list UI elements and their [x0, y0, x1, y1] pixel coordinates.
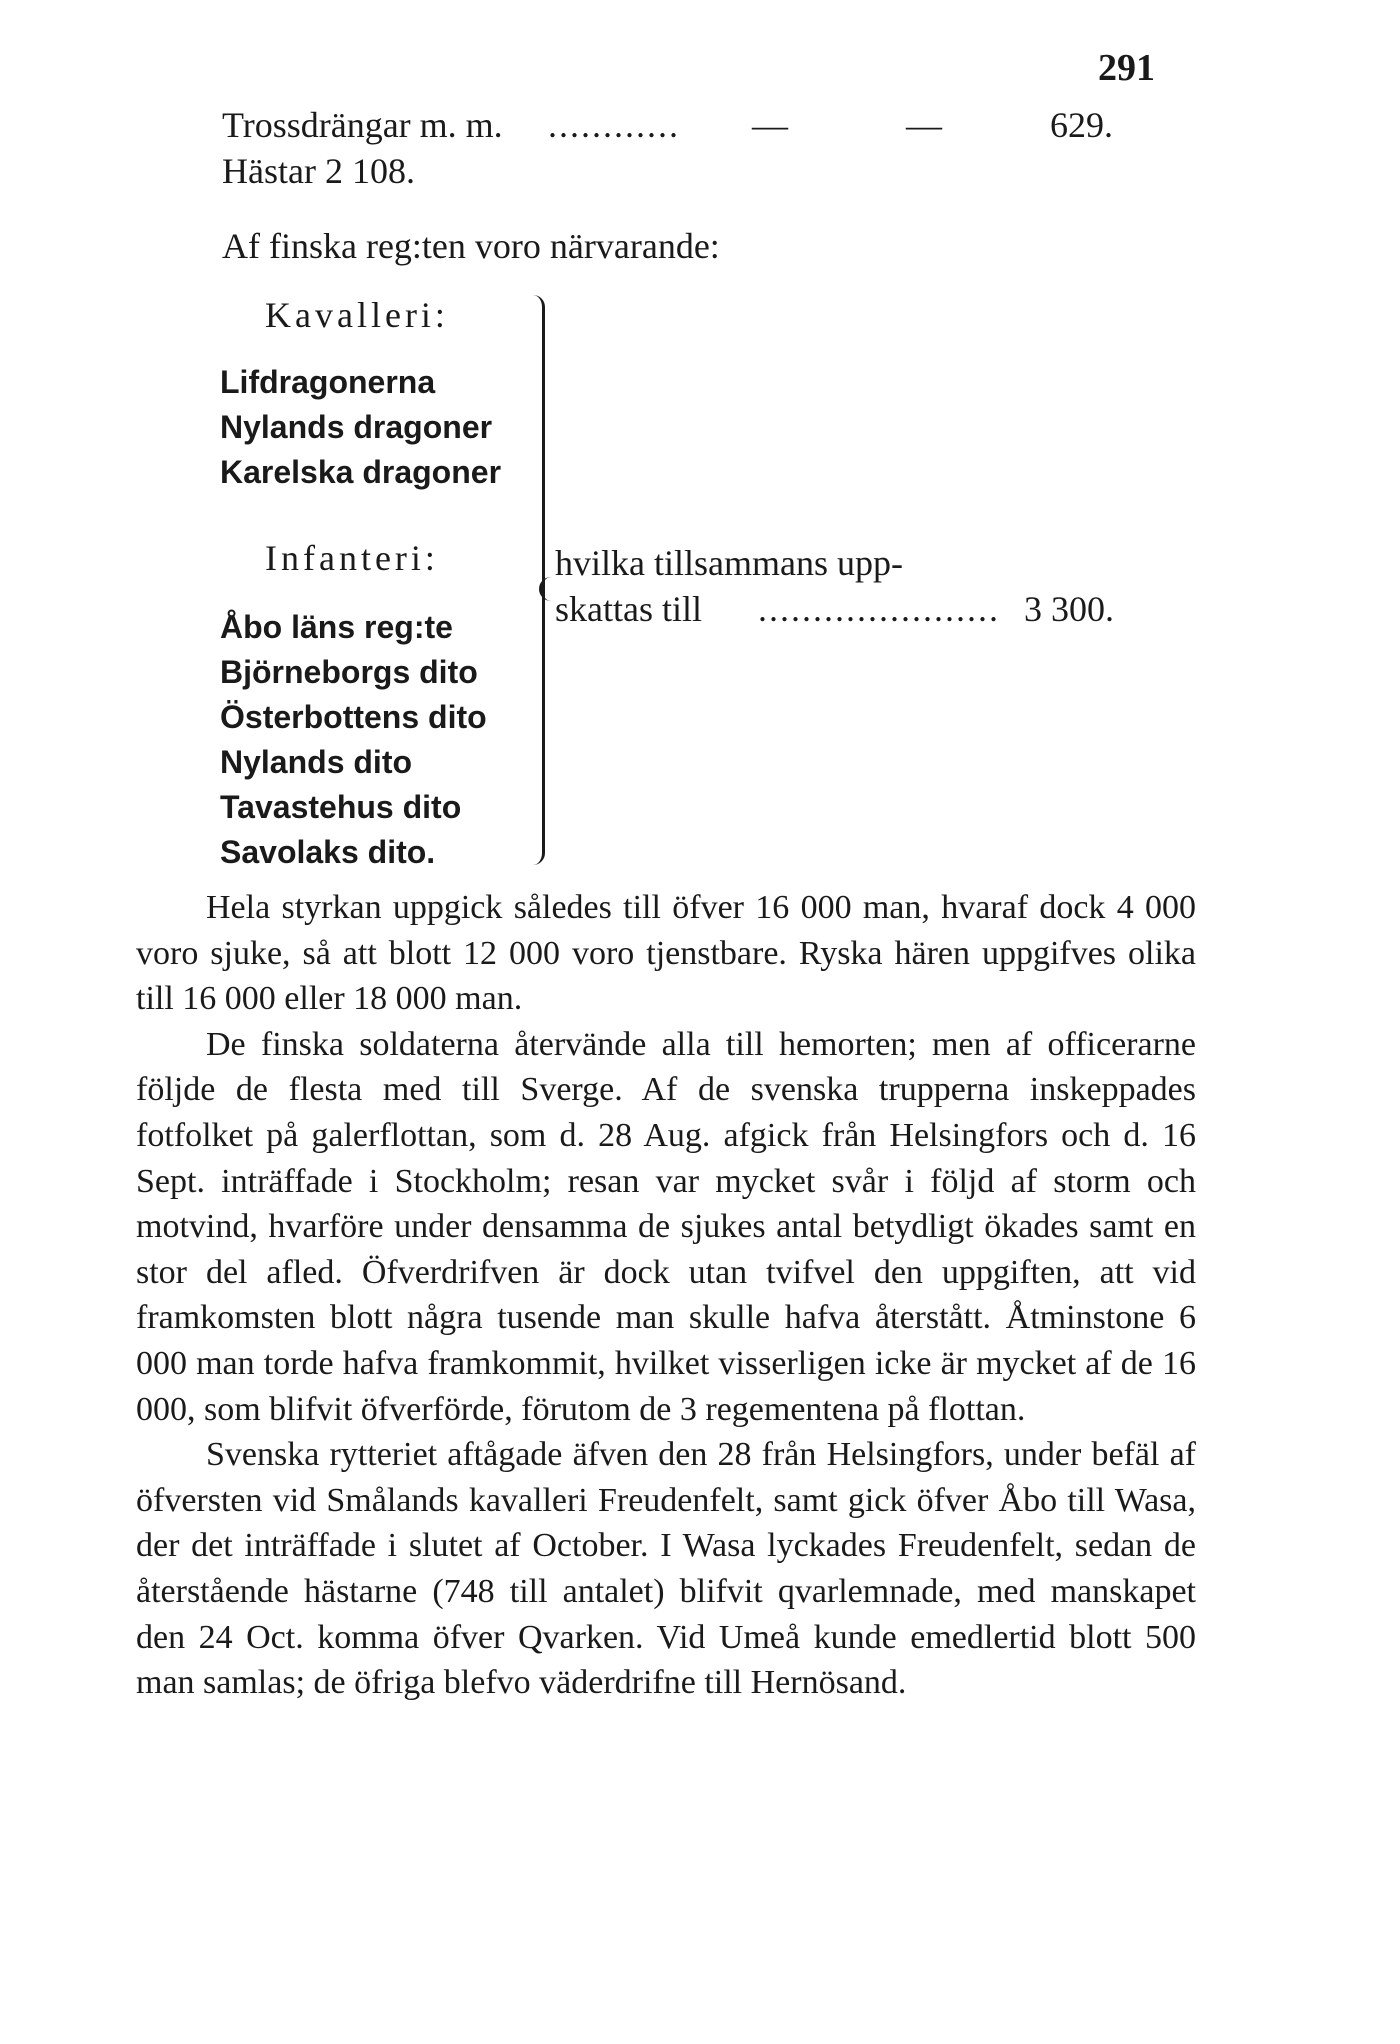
infanteri-heading: Infanteri: — [265, 538, 439, 578]
page-number: 291 — [1098, 47, 1155, 89]
infanteri-unit: Tavastehus dito — [220, 789, 462, 825]
trossdrangar-dash-2: — — [906, 105, 942, 145]
infanteri-unit: Björneborgs dito — [220, 654, 478, 690]
summary-value: 3 300. — [1024, 589, 1114, 629]
kavalleri-unit: Nylands dragoner — [220, 409, 493, 445]
kavalleri-heading: Kavalleri: — [265, 295, 449, 335]
summary-line-1: hvilka tillsammans upp- — [555, 543, 903, 583]
kavalleri-unit: Lifdragonerna — [220, 364, 436, 400]
trossdrangar-dots: ............ — [548, 105, 680, 145]
trossdrangar-value: 629. — [1050, 105, 1113, 145]
kavalleri-list — [220, 360, 501, 495]
kavalleri-unit: Karelska dragoner — [220, 454, 502, 490]
infanteri-list — [220, 605, 487, 875]
summary-dots: ...................... — [758, 589, 1000, 629]
summary-line-2: skattas till — [555, 589, 702, 629]
infanteri-unit: Savolaks dito. — [220, 834, 436, 870]
trossdrangar-label: Trossdrängar m. m. — [222, 105, 503, 145]
body-text — [136, 885, 1196, 1706]
infanteri-unit: Österbottens dito — [220, 699, 487, 735]
intro-line: Af finska reg:ten voro närvarande: — [222, 226, 720, 266]
paragraph: Svenska rytteriet aftågade äfven den 28 från Helsingfors, under befäl af öfversten vid Smålands kavalleri Freudenfelt, samt gick öfver Åbo till Wasa, der det inträffade i slutet af October. I Wasa lyckades Freudenfelt, sedan de återstående hästarne (748 till antalet) blifvit qvarlemnade, med manskapet den 24 Oct. komma öfver Qvarken. Vid Umeå kunde emedlertid blott 500 man samlas; de öfriga blefvo väderdrifne till Hernösand. — [136, 1436, 1196, 1702]
paragraph: De finska soldaterna återvände alla till hemorten; men af officerarne följde de flesta med till Sverge. Af de svenska trupperna inskeppades fotfolket på galerflottan, som d. 28 Aug. afgick från Helsingfors och d. 16 Sept. inträffade i Stockholm; resan var mycket svår i följd af storm och motvind, hvarföre under densamma de sjukes antal betydligt ökades samt en stor del afled. Öfverdrifven är dock utan tvifvel den uppgiften, att vid framkomsten blott några tusende man skulle hafva återstått. Åtminstone 6 000 man torde hafva framkommit, hvilket visserligen icke är mycket af de 16 000, som blifvit öfverförde, förutom de 3 regementena på flottan. — [136, 1025, 1196, 1428]
trossdrangar-dash-1: — — [752, 105, 788, 145]
infanteri-unit: Nylands dito — [220, 744, 413, 780]
hastar-line: Hästar 2 108. — [222, 151, 415, 191]
infanteri-unit: Åbo läns reg:te — [220, 609, 453, 645]
paragraph: Hela styrkan uppgick således till öfver 16 000 man, hvaraf dock 4 000 voro sjuke, så att blott 12 000 voro tjenstbare. Ryska hären uppgifves olika till 16 000 eller 18 000 man. — [136, 889, 1196, 1018]
grouping-brace-tip — [539, 577, 556, 601]
